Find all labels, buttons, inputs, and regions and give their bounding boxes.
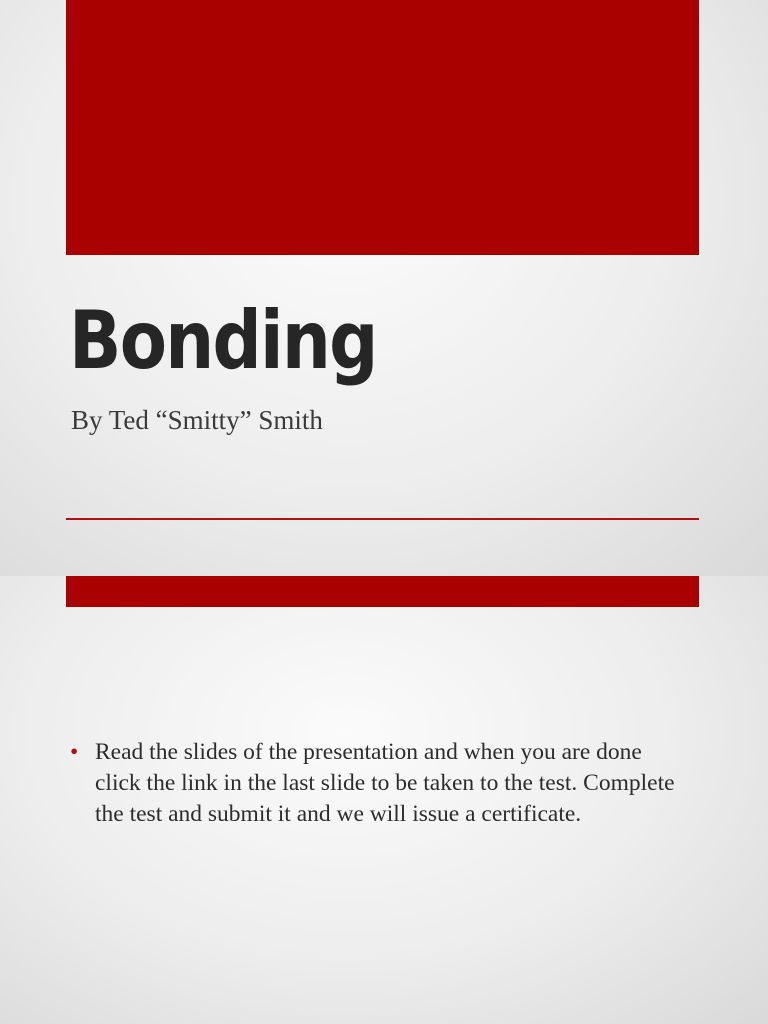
slide-subtitle: By Ted “Smitty” Smith — [71, 405, 323, 435]
title-divider-line — [66, 518, 699, 520]
list-item — [66, 737, 686, 830]
content-banner-block — [66, 576, 699, 607]
bullet-text: Read the slides of the presentation and when you are done click the link in the last slide to be taken to the test. Complete the test and submit it and we will issue a certificate. — [95, 739, 675, 827]
title-banner-block — [66, 0, 699, 255]
content-slide — [0, 576, 768, 1024]
slide-title: Bonding — [69, 294, 377, 387]
bullet-icon: • — [70, 739, 79, 765]
bullet-list — [66, 737, 686, 830]
